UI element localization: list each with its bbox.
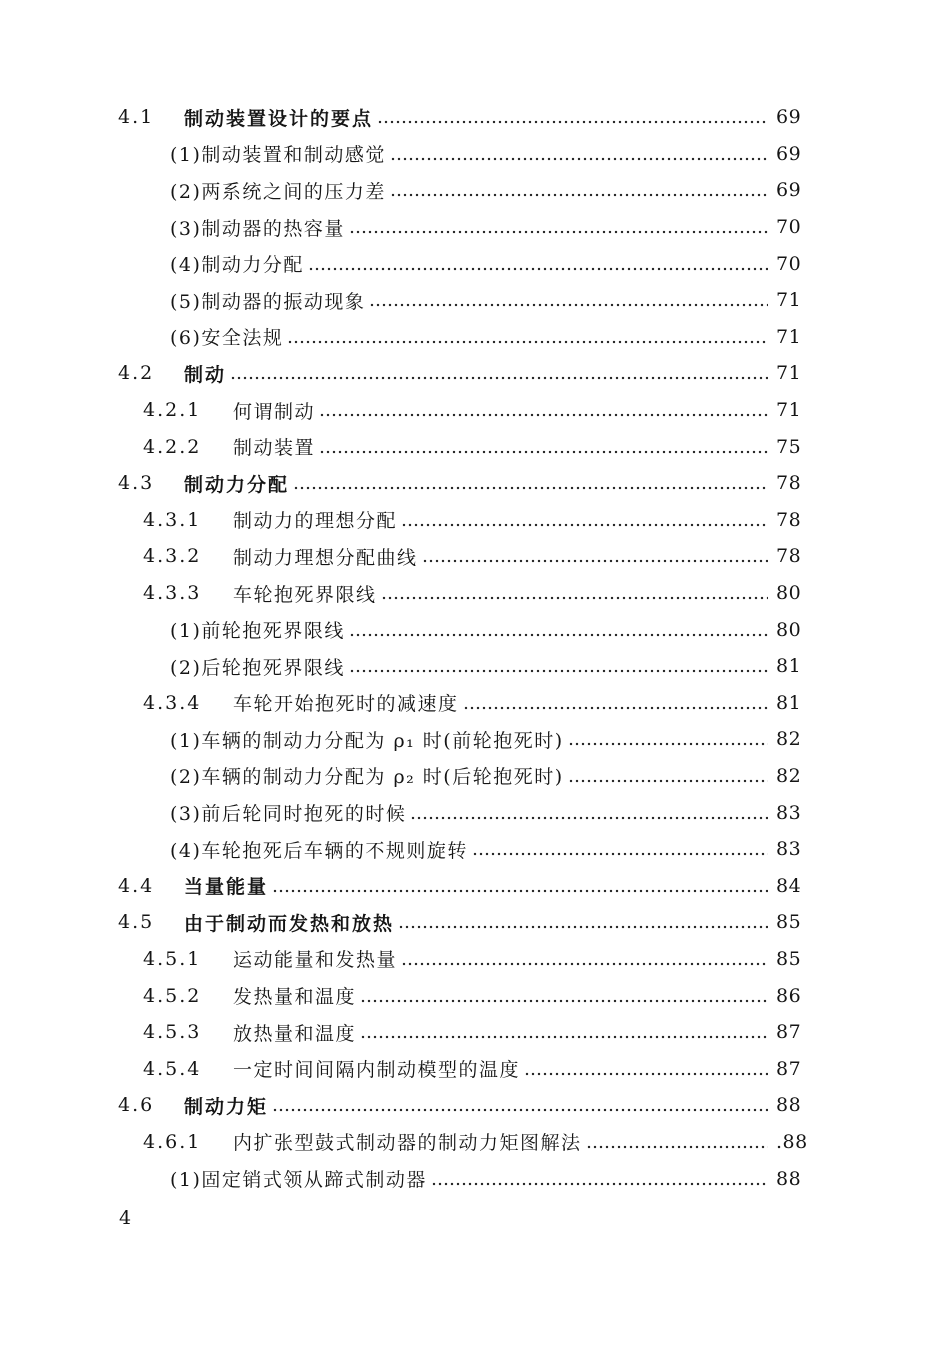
page-ref: 85 — [776, 911, 802, 934]
toc-entry — [0, 758, 952, 795]
dot-leader — [410, 816, 768, 820]
page-ref: 87 — [776, 1021, 802, 1044]
section-title: (2)车辆的制动力分配为 ρ₂ 时(后轮抱死时) — [170, 766, 564, 789]
page-ref: 78 — [776, 508, 802, 531]
page-ref: 75 — [776, 435, 802, 458]
section-number: 4.3.2 — [143, 545, 202, 568]
toc-entry — [0, 1160, 952, 1197]
page-ref: 71 — [776, 325, 802, 348]
toc-entry — [0, 1050, 952, 1087]
page-ref: 84 — [776, 874, 802, 897]
page-ref: 87 — [776, 1057, 802, 1080]
table-of-contents — [0, 99, 952, 1197]
toc-entry — [0, 794, 952, 831]
page-ref: 88 — [776, 1094, 802, 1117]
page-ref: 86 — [776, 984, 802, 1007]
toc-entry — [0, 1124, 952, 1161]
toc-entry — [0, 941, 952, 978]
section-number: 4.6.1 — [143, 1130, 202, 1153]
dot-leader — [272, 1108, 768, 1112]
section-title: (3)制动器的热容量 — [170, 217, 345, 240]
section-title: (1)车辆的制动力分配为 ρ₁ 时(前轮抱死时) — [170, 729, 564, 752]
section-title: (2)两系统之间的压力差 — [170, 180, 386, 203]
dot-leader — [422, 559, 768, 563]
page-ref: 71 — [776, 399, 802, 422]
section-title: (1)前轮抱死界限线 — [170, 620, 345, 643]
dot-leader — [390, 157, 768, 161]
toc-entry — [0, 867, 952, 904]
dot-leader — [472, 852, 768, 856]
toc-entry — [0, 1087, 952, 1124]
section-title: (3)前后轮同时抱死的时候 — [170, 803, 407, 826]
section-number: 4.5 — [118, 911, 155, 934]
dot-leader — [401, 523, 768, 527]
toc-entry — [0, 648, 952, 685]
section-number: 4.3 — [118, 472, 155, 495]
section-title: (6)安全法规 — [170, 327, 284, 350]
dot-leader — [308, 267, 768, 271]
dot-leader — [287, 340, 768, 344]
section-title: (1)固定销式领从蹄式制动器 — [170, 1169, 427, 1192]
dot-leader — [349, 669, 768, 673]
dot-leader — [293, 486, 768, 490]
section-title: 当量能量 — [184, 876, 269, 899]
section-title: (4)车轮抱死后车辆的不规则旋转 — [170, 839, 468, 862]
section-title: 制动 — [184, 363, 227, 386]
dot-leader — [524, 1072, 768, 1076]
dot-leader — [463, 706, 768, 710]
section-title: 何谓制动 — [233, 400, 316, 423]
dot-leader — [230, 376, 768, 380]
dot-leader — [319, 450, 768, 454]
page-ref: 80 — [776, 582, 802, 605]
toc-entry — [0, 502, 952, 539]
dot-leader — [431, 1182, 768, 1186]
toc-entry — [0, 428, 952, 465]
section-title: 车轮抱死界限线 — [233, 583, 377, 606]
dot-leader — [568, 779, 768, 783]
dot-leader — [398, 925, 768, 929]
dot-leader — [360, 1035, 768, 1039]
dot-leader — [381, 596, 768, 600]
dot-leader — [360, 999, 768, 1003]
toc-entry — [0, 245, 952, 282]
dot-leader — [319, 413, 768, 417]
toc-entry — [0, 282, 952, 319]
section-title: 制动装置 — [233, 437, 316, 460]
toc-entry — [0, 977, 952, 1014]
page-ref: 82 — [776, 728, 802, 751]
page-ref: 88 — [776, 1167, 802, 1190]
page-ref: 85 — [776, 947, 802, 970]
dot-leader — [586, 1145, 768, 1149]
section-title: 发热量和温度 — [233, 986, 357, 1009]
toc-entry — [0, 831, 952, 868]
toc-entry — [0, 1014, 952, 1051]
dot-leader — [401, 962, 768, 966]
page-ref: 70 — [776, 216, 802, 239]
dot-leader — [272, 889, 768, 893]
page-ref: 81 — [776, 691, 802, 714]
page-ref: 71 — [776, 362, 802, 385]
page-ref: 70 — [776, 252, 802, 275]
page-ref: 80 — [776, 618, 802, 641]
section-number: 4.2.1 — [143, 399, 202, 422]
dot-leader — [349, 230, 768, 234]
section-number: 4.3.3 — [143, 582, 202, 605]
toc-entry — [0, 209, 952, 246]
page-ref: 82 — [776, 764, 802, 787]
section-number: 4.4 — [118, 874, 155, 897]
page-ref: .88 — [776, 1130, 808, 1153]
toc-entry — [0, 575, 952, 612]
section-title: 制动装置设计的要点 — [184, 107, 374, 130]
section-number: 4.6 — [118, 1094, 155, 1117]
section-title: 制动力理想分配曲线 — [233, 546, 418, 569]
page-ref: 69 — [776, 179, 802, 202]
page-ref: 69 — [776, 106, 802, 129]
section-number: 4.5.2 — [143, 984, 202, 1007]
section-title: 放热量和温度 — [233, 1022, 357, 1045]
section-title: (1)制动装置和制动感觉 — [170, 144, 386, 167]
page-ref: 83 — [776, 801, 802, 824]
section-number: 4.2.2 — [143, 435, 202, 458]
dot-leader — [349, 633, 768, 637]
section-number: 4.5.3 — [143, 1021, 202, 1044]
dot-leader — [568, 742, 768, 746]
page-ref: 78 — [776, 472, 802, 495]
section-title: 制动力分配 — [184, 473, 290, 496]
toc-entry — [0, 136, 952, 173]
toc-entry — [0, 538, 952, 575]
page-ref: 83 — [776, 838, 802, 861]
section-title: 制动力的理想分配 — [233, 510, 398, 533]
dot-leader — [390, 193, 768, 197]
section-title: (2)后轮抱死界限线 — [170, 656, 345, 679]
section-title: 运动能量和发热量 — [233, 949, 398, 972]
section-number: 4.1 — [118, 106, 155, 129]
section-title: 由于制动而发热和放热 — [184, 912, 395, 935]
section-title: 一定时间间隔内制动模型的温度 — [233, 1059, 521, 1082]
section-number: 4.5.1 — [143, 947, 202, 970]
dot-leader — [369, 303, 768, 307]
page-ref: 71 — [776, 289, 802, 312]
section-number: 4.3.1 — [143, 508, 202, 531]
toc-entry — [0, 685, 952, 722]
section-title: 制动力矩 — [184, 1095, 269, 1118]
section-number: 4.2 — [118, 362, 155, 385]
section-title: (5)制动器的振动现象 — [170, 290, 366, 313]
toc-entry — [0, 99, 952, 136]
toc-entry — [0, 904, 952, 941]
page-ref: 69 — [776, 142, 802, 165]
toc-entry — [0, 465, 952, 502]
toc-entry — [0, 319, 952, 356]
page-ref: 78 — [776, 545, 802, 568]
page-ref: 81 — [776, 655, 802, 678]
toc-entry — [0, 611, 952, 648]
toc-entry — [0, 172, 952, 209]
dot-leader — [377, 120, 768, 124]
page-number: 4 — [119, 1207, 132, 1229]
section-title: (4)制动力分配 — [170, 254, 304, 277]
toc-entry — [0, 721, 952, 758]
section-number: 4.5.4 — [143, 1057, 202, 1080]
toc-entry — [0, 355, 952, 392]
toc-entry — [0, 392, 952, 429]
section-title: 车轮开始抱死时的减速度 — [233, 693, 459, 716]
section-number: 4.3.4 — [143, 691, 202, 714]
section-title: 内扩张型鼓式制动器的制动力矩图解法 — [233, 1132, 582, 1155]
